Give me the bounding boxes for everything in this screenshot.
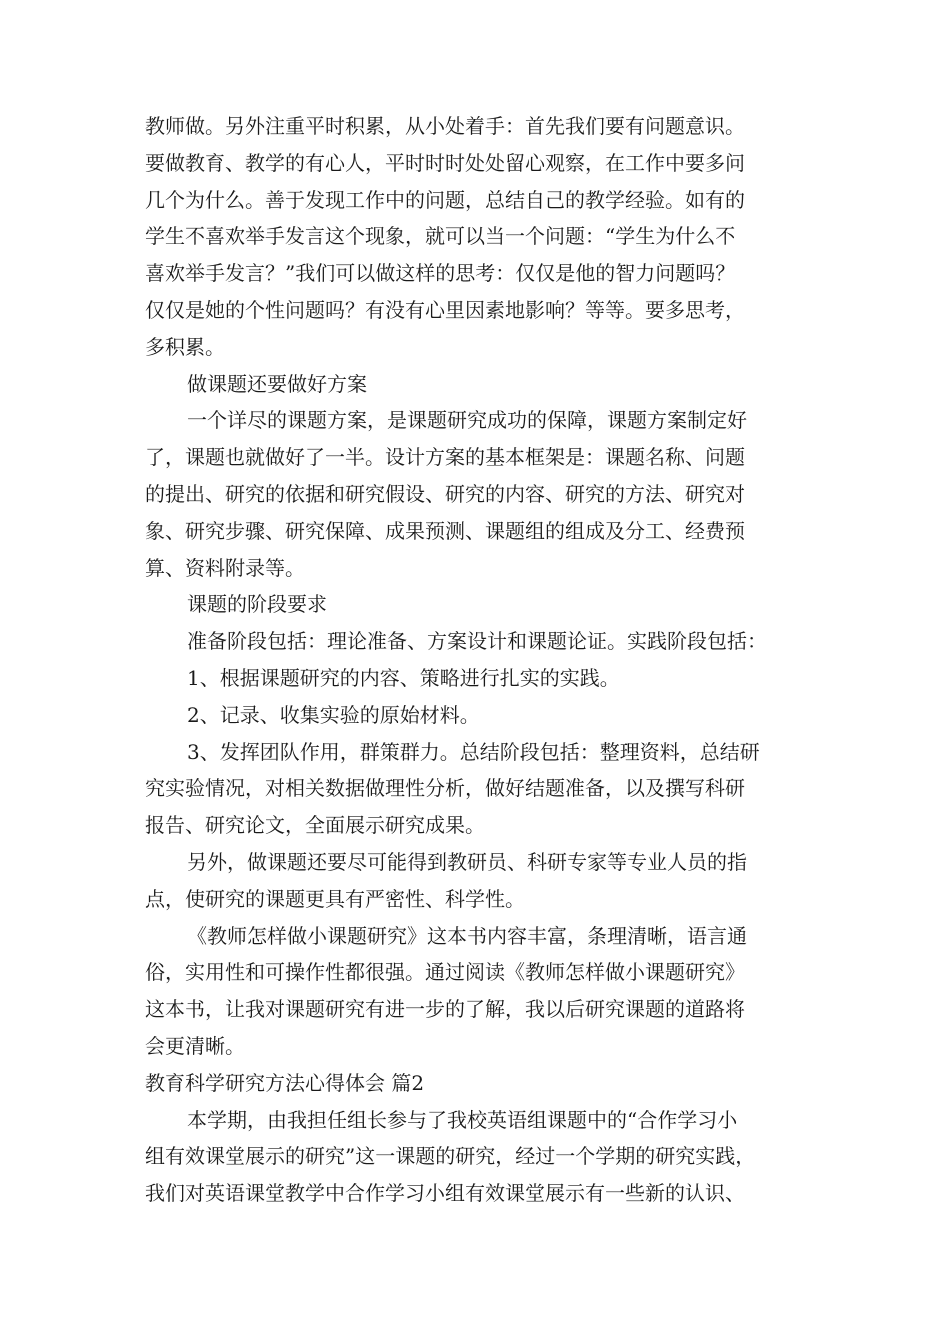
document-body (145, 108, 835, 1212)
list-item: 3、发挥团队作用，群策群力。总结阶段包括：整理资料，总结研 (187, 739, 760, 764)
text-line: 算、资料附录等。 (145, 555, 305, 580)
section-heading: 课题的阶段要求 (187, 592, 327, 617)
text-line: 教师做。另外注重平时积累，从小处着手：首先我们要有问题意识。 (145, 114, 745, 138)
text-line: 这本书，让我对课题研究有进一步的了解，我以后研究课题的道路将 (145, 997, 745, 1022)
text-line: 多积累。 (145, 334, 225, 359)
text-line: 一个详尽的课题方案，是课题研究成功的保障，课题方案制定好 (187, 408, 747, 433)
text-line: 本学期，由我担任组长参与了我校英语组课题中的“合作学习小 (187, 1107, 738, 1132)
text-line: 准备阶段包括：理论准备、方案设计和课题论证。实践阶段包括： (187, 629, 767, 654)
text-line: 要做教育、教学的有心人，平时时时处处留心观察，在工作中要多问 (145, 150, 745, 175)
text-line: 另外，做课题还要尽可能得到教研员、科研专家等专业人员的指 (187, 849, 747, 874)
article-title: 教育科学研究方法心得体会 篇2 (145, 1070, 425, 1095)
text-line: 报告、研究论文，全面展示研究成果。 (145, 813, 485, 838)
text-line: 点，使研究的课题更具有严密性、科学性。 (145, 886, 525, 911)
section-heading: 做课题还要做好方案 (187, 371, 367, 396)
text-line: 象、研究步骤、研究保障、成果预测、课题组的组成及分工、经费预 (145, 518, 745, 543)
text-line: 几个为什么。善于发现工作中的问题，总结自己的教学经验。如有的 (145, 187, 745, 212)
text-line: 仅仅是她的个性问题吗？有没有心里因素地影响？等等。要多思考， (145, 297, 745, 322)
list-item: 2、记录、收集实验的原始材料。 (187, 702, 480, 727)
text-line: 喜欢举手发言？”我们可以做这样的思考：仅仅是他的智力问题吗？ (145, 261, 736, 286)
text-line: 会更清晰。 (145, 1033, 245, 1058)
text-line: 的提出、研究的依据和研究假设、研究的内容、研究的方法、研究对 (145, 481, 745, 506)
text-line: 究实验情况，对相关数据做理性分析，做好结题准备，以及撰写科研 (145, 776, 745, 801)
text-line: 学生不喜欢举手发言这个现象，就可以当一个问题：“学生为什么不 (145, 224, 736, 249)
text-line: 了，课题也就做好了一半。设计方案的基本框架是：课题名称、问题 (145, 445, 745, 470)
text-line: 组有效课堂展示的研究”这一课题的研究，经过一个学期的研究实践， (145, 1144, 756, 1169)
list-item: 1、根据课题研究的内容、策略进行扎实的实践。 (187, 665, 620, 690)
text-line: 《教师怎样做小课题研究》这本书内容丰富，条理清晰，语言通 (187, 923, 747, 948)
text-line: 我们对英语课堂教学中合作学习小组有效课堂展示有一些新的认识、 (145, 1181, 745, 1206)
text-line: 俗，实用性和可操作性都很强。通过阅读《教师怎样做小课题研究》 (145, 960, 745, 985)
